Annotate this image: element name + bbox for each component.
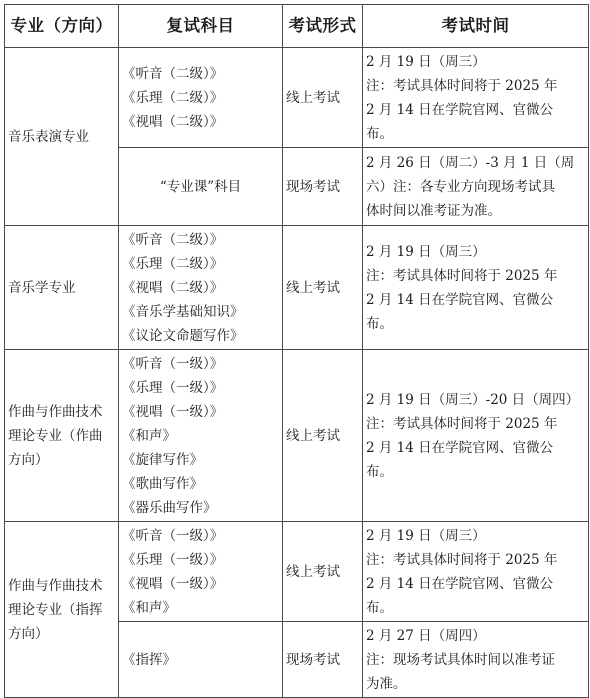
exam-form: 线上考试 [286,89,340,106]
major-cell [5,350,119,522]
subject-item: 《议论文命题写作》 [122,327,244,344]
subject-item: 《视唱（二级）》 [122,279,224,296]
major-cell [5,48,119,226]
subject-item: 《视唱（一级）》 [122,575,224,592]
time-line: 布。 [366,599,393,616]
form-cell [283,48,363,148]
time-line: 2 月 14 日在学院官网、官微公 [366,291,554,308]
time-line: 体时间以准考证为准。 [366,202,501,219]
table-row [5,226,589,350]
subjects-cell [119,148,283,226]
time-line: 2 月 14 日在学院官网、官微公 [366,439,554,456]
form-cell [283,350,363,522]
time-line: 2 月 19 日（周三） [366,243,486,260]
subject-item: 《器乐曲写作》 [122,499,217,516]
time-line: 2 月 14 日在学院官网、官微公 [366,575,554,592]
exam-form: 现场考试 [286,651,340,668]
subject-item: 《听音（二级）》 [122,65,224,82]
major-label: 音乐学专业 [8,279,76,296]
time-cell [363,350,589,522]
subject-item: 《音乐学基础知识》 [122,303,244,320]
subject-item: 《视唱（二级）》 [122,113,224,130]
exam-form: 线上考试 [286,427,340,444]
subjects-cell [119,622,283,698]
time-cell [363,622,589,698]
form-cell [283,148,363,226]
header-major: 专业（方向） [5,5,119,48]
time-line: 六）注：各专业方向现场考试具 [366,178,555,195]
time-cell [363,226,589,350]
exam-form: 线上考试 [286,279,340,296]
time-line: 布。 [366,315,393,332]
subjects-cell [119,226,283,350]
time-cell [363,48,589,148]
subject-item: 《乐理（二级）》 [122,89,224,106]
form-cell [283,226,363,350]
header-subjects: 复试科目 [119,5,283,48]
subject-item: 《听音（一级）》 [122,355,224,372]
form-cell [283,622,363,698]
time-line: 注：考试具体时间将于 2025 年 [366,77,558,94]
subject-item: 《视唱（一级）》 [122,403,224,420]
subject-item: “专业课”科目 [159,178,242,195]
time-line: 注：考试具体时间将于 2025 年 [366,551,558,568]
form-cell [283,522,363,622]
time-line: 布。 [366,463,393,480]
subject-item: 《歌曲写作》 [122,475,203,492]
subject-item: 《指挥》 [122,651,176,668]
subject-item: 《听音（二级）》 [122,231,224,248]
time-line: 2 月 26 日（周二）-3 月 1 日（周 [366,154,575,171]
time-line: 注：现场考试具体时间以准考证 [366,651,555,668]
subject-item: 《乐理（二级）》 [122,255,224,272]
exam-form: 现场考试 [286,178,340,195]
exam-form: 线上考试 [286,563,340,580]
table-row [5,350,589,522]
subject-item: 《和声》 [122,427,176,444]
time-line: 布。 [366,125,393,142]
major-cell [5,522,119,698]
exam-schedule-table [4,4,589,698]
major-cell [5,226,119,350]
major-label: 作曲与作曲技术理论专业（作曲方向） [8,403,103,468]
subjects-cell [119,522,283,622]
time-cell [363,522,589,622]
subject-item: 《旋律写作》 [122,451,203,468]
time-line: 2 月 19 日（周三） [366,527,486,544]
subject-item: 《听音（一级）》 [122,527,224,544]
time-cell [363,148,589,226]
time-line: 2 月 14 日在学院官网、官微公 [366,101,554,118]
header-form: 考试形式 [283,5,363,48]
time-line: 2 月 19 日（周三）-20 日（周四） [366,391,580,408]
subjects-cell [119,350,283,522]
time-line: 2 月 19 日（周三） [366,53,486,70]
table-row [5,48,589,148]
major-label: 音乐表演专业 [8,128,89,145]
header-time: 考试时间 [363,5,589,48]
table-header-row [5,5,589,48]
subject-item: 《和声》 [122,599,176,616]
subject-item: 《乐理（一级）》 [122,551,224,568]
subjects-cell [119,48,283,148]
time-line: 注：考试具体时间将于 2025 年 [366,267,558,284]
subject-item: 《乐理（一级）》 [122,379,224,396]
time-line: 为准。 [366,675,407,692]
time-line: 2 月 27 日（周四） [366,627,486,644]
time-line: 注：考试具体时间将于 2025 年 [366,415,558,432]
major-label: 作曲与作曲技术理论专业（指挥方向） [8,577,103,642]
table-row [5,522,589,622]
